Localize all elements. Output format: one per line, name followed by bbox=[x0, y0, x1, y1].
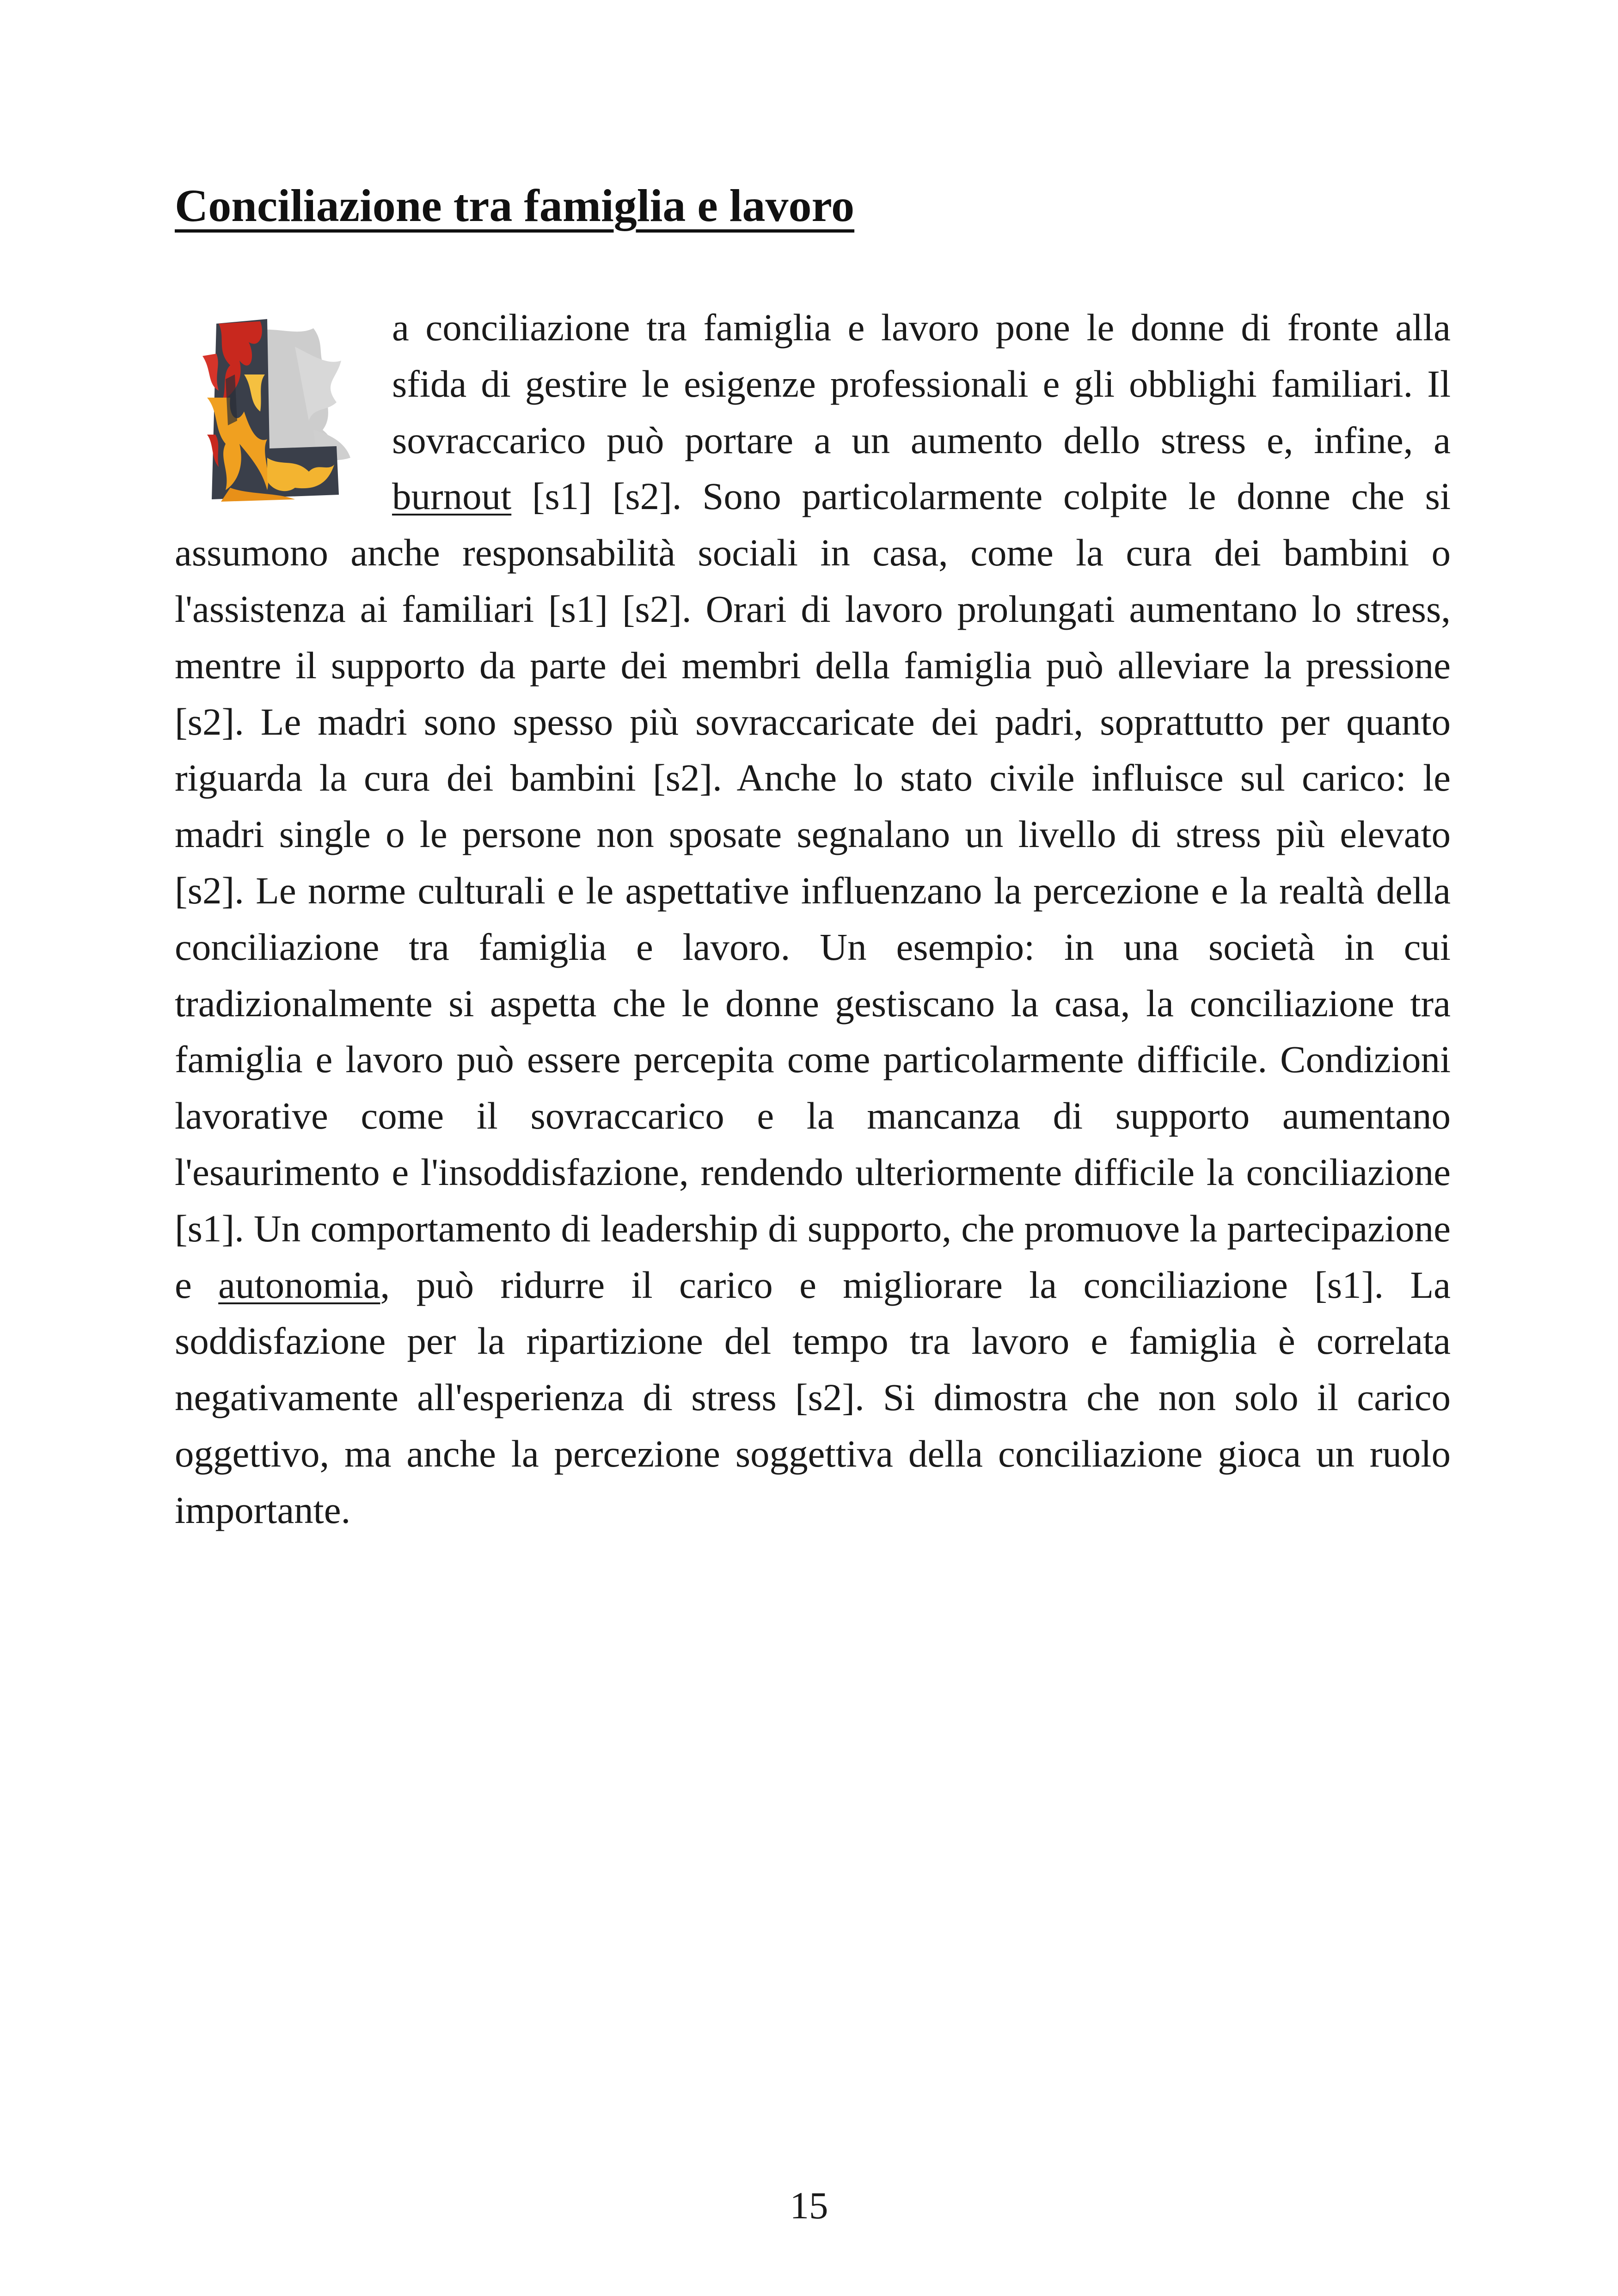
paragraph-text-2: [s1] [s2]. Sono particolarmente colpite le donne che si assumono anche responsabilità sociali in casa, come la cura dei bambini o l'assistenza ai familiari [s1] [s2]. Orari di lavoro prolungati aumentano lo stress, mentre il supporto da parte dei membri della famiglia può alleviare la pressione [s2]. Le madri sono spesso più sovraccaricate dei padri, soprattutto per quanto riguarda la cura dei bambini [s2]. Anche lo stato civile influisce sul carico: le madri single o le persone non sposate segnalano un livello di stress più elevato [s2]. Le norme culturali e le aspettative influenzano la percezione e la realtà della conciliazione tra famiglia e lavoro. Un esempio: in una società in cui tradizionalmente si aspetta che le donne gestiscano la casa, la conciliazione tra famiglia e lavoro può essere percepita come particolarmente difficile. Condizioni lavorative come il sovraccarico e la mancanza di supporto aumentano l'esaurimento e l'insoddisfazione, rendendo ulteriormente difficile la conciliazione [s1]. Un comportamento di leadership di supporto, che promuove la partecipazione e bbox=[175, 475, 1451, 1306]
page-title: Conciliazione tra famiglia e lavoro bbox=[175, 180, 855, 231]
body-paragraph bbox=[175, 300, 1451, 1539]
drop-cap-illustration bbox=[175, 305, 360, 522]
burnout-link[interactable]: burnout bbox=[392, 475, 512, 518]
autonomia-link[interactable]: autonomia bbox=[218, 1263, 380, 1306]
paragraph-text-3: , può ridurre il carico e migliorare la conciliazione [s1]. La soddisfazione per la ripartizione del tempo tra lavoro e famiglia è correlata negativamente all'esperienza di stress [s2]. Si dimostra che non solo il carico oggettivo, ma anche la percezione soggettiva della conciliazione gioca un ruolo importante. bbox=[175, 1263, 1451, 1531]
letter-l-flame-icon bbox=[175, 305, 360, 509]
paragraph-text-1: a conciliazione tra famiglia e lavoro pone le donne di fronte alla sfida di gestire le esigenze professionali e gli obblighi familiari. Il sovraccarico può portare a un aumento dello stress e, infine, a bbox=[392, 306, 1451, 461]
page-number: 15 bbox=[790, 2184, 828, 2227]
